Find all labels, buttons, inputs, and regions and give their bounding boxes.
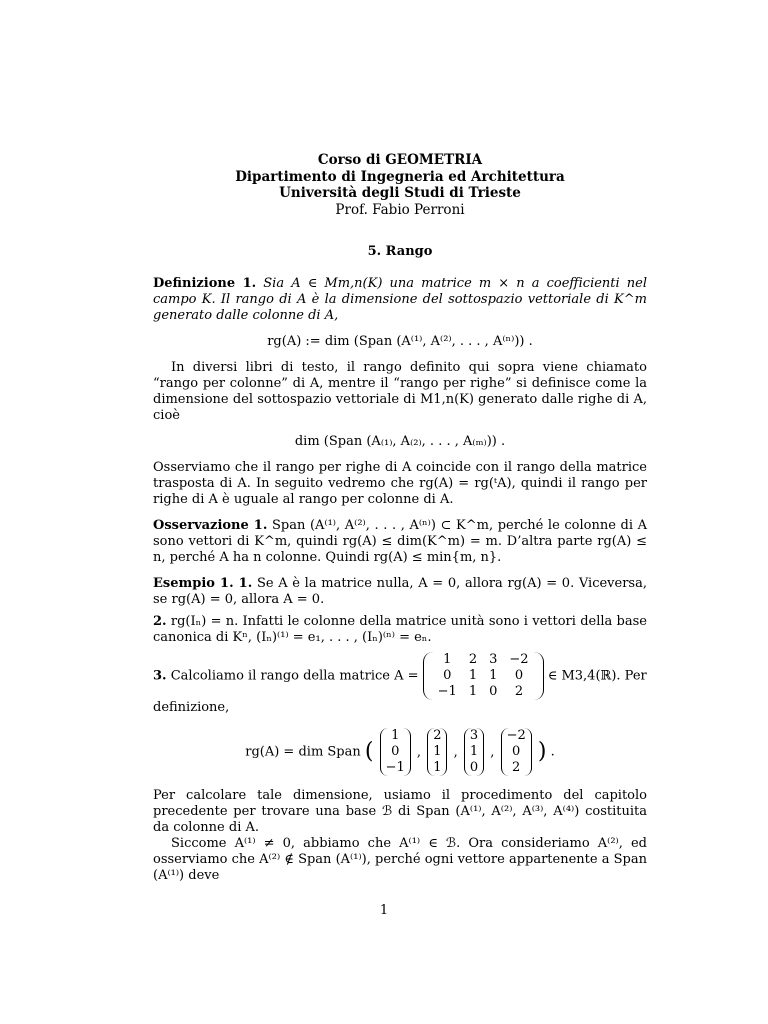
example-label: Esempio 1. 1. xyxy=(153,576,253,591)
paragraph-rows: In diversi libri di testo, il rango definito qui sopra viene chiamato “rango per colonne” di A, mentre il “rango per righe” si definisce come la dimensione del sottospazio vettoriale di M1,n(K) generato dalle righe di A, cioè xyxy=(153,360,647,423)
column-vector xyxy=(464,728,484,776)
equation-span-pre: rg(A) = dim Span xyxy=(245,744,361,760)
equation-span xyxy=(153,728,647,776)
example-3-post: ∈ M3,4(ℝ). Per xyxy=(547,668,647,684)
matrix-cell: −2 xyxy=(509,652,529,667)
observation-label: Osservazione 1. xyxy=(153,518,268,533)
example-2-text: rg(Iₙ) = n. Infatti le colonne della matrice unità sono i vettori della base canonica di Kⁿ, (Iₙ)⁽¹⁾ = e₁, . . . , (Iₙ)⁽ⁿ⁾ = eₙ. xyxy=(153,614,647,645)
definition-label: Definizione 1. xyxy=(153,276,257,291)
vector-entry: 1 xyxy=(391,728,400,743)
matrix-row xyxy=(432,668,535,684)
definition-1 xyxy=(153,276,647,324)
matrix-A xyxy=(423,652,544,700)
vector-entry: 2 xyxy=(512,760,521,775)
example-2 xyxy=(153,614,647,646)
matrix-cell: 3 xyxy=(489,652,498,667)
matrix-cell: 2 xyxy=(468,652,478,667)
matrix-row xyxy=(432,684,535,700)
vector-entry: 3 xyxy=(469,728,479,743)
matrix-cell: 0 xyxy=(443,668,452,683)
vector-entry: 0 xyxy=(512,744,521,759)
comma: , xyxy=(449,744,462,760)
page-number: 1 xyxy=(379,903,389,918)
equation-rank: rg(A) := dim (Span (A⁽¹⁾, A⁽²⁾, . . . , A⁽ⁿ⁾)) . xyxy=(267,334,533,349)
column-vectors xyxy=(378,728,534,775)
department: Dipartimento di Ingegneria ed Architettura xyxy=(235,168,565,185)
example-3-pre: Calcoliamo il rango della matrice A = xyxy=(170,668,419,684)
vector-entry: 1 xyxy=(469,744,479,759)
comma: , xyxy=(412,744,426,760)
section-title: 5. Rango xyxy=(367,244,433,259)
comma: , xyxy=(486,744,499,760)
example-2-label: 2. xyxy=(153,614,167,629)
column-vector xyxy=(427,728,447,776)
example-3-after: definizione, xyxy=(153,700,230,715)
paragraph-transpose: Osserviamo che il rango per righe di A coincide con il rango della matrice trasposta di A. In seguito vedremo che rg(A) = rg(ᵗA), quindi il rango per righe di A è uguale al rango per colonne di A. xyxy=(153,460,647,507)
paragraph-siccome: Siccome A⁽¹⁾ ≠ 0, abbiamo che A⁽¹⁾ ∈ ℬ. Ora consideriamo A⁽²⁾, ed osserviamo che A⁽²⁾ ∉ Span (A⁽¹⁾), perché ogni vettore appartenente a Span (A⁽¹⁾) deve xyxy=(153,836,647,883)
university: Università degli Studi di Trieste xyxy=(279,185,521,201)
column-vector xyxy=(380,728,411,776)
vector-entry: 0 xyxy=(391,744,400,759)
paragraph-basis: Per calcolare tale dimensione, usiamo il procedimento del capitolo precedente per trovare una base ℬ di Span (A⁽¹⁾, A⁽²⁾, A⁽³⁾, A⁽⁴⁾) costituita da colonne di A. xyxy=(153,788,647,835)
document-page xyxy=(153,152,647,884)
vector-entry: 1 xyxy=(433,744,442,759)
column-vector xyxy=(501,728,532,776)
equation-row-rank: dim (Span (A₍₁₎, A₍₂₎, . . . , A₍ₘ₎)) . xyxy=(294,434,506,449)
vector-entry: 0 xyxy=(469,760,479,775)
vector-entry: −1 xyxy=(385,760,405,775)
paren-open: ( xyxy=(364,739,374,764)
example-3 xyxy=(153,652,647,716)
professor: Prof. Fabio Perroni xyxy=(335,201,465,218)
vector-entry: −2 xyxy=(506,728,526,743)
example-3-label: 3. xyxy=(153,668,167,684)
matrix-cell: 1 xyxy=(468,684,478,699)
matrix-row xyxy=(432,652,535,668)
observation-text: Span (A⁽¹⁾, A⁽²⁾, . . . , A⁽ⁿ⁾) ⊂ K^m, perché le colonne di A sono vettori di K^m, quindi rg(A) ≤ dim(K^m) = m. D’altra parte rg(A) ≤ n, perché A ha n colonne. Quindi rg(A) ≤ min{m, n}. xyxy=(153,518,648,565)
example-1 xyxy=(153,576,647,608)
vector-entry: 1 xyxy=(433,760,442,775)
equation-span-post: . xyxy=(550,744,555,760)
matrix-cell: 2 xyxy=(514,684,524,699)
course-title: Corso di GEOMETRIA xyxy=(317,152,483,168)
matrix-cell: 0 xyxy=(514,668,524,683)
matrix-cell: 0 xyxy=(489,684,498,699)
matrix-table xyxy=(432,652,535,700)
example-1-text: Se A è la matrice nulla, A = 0, allora rg(A) = 0. Viceversa, se rg(A) = 0, allora A = 0. xyxy=(153,576,647,607)
matrix-cell: −1 xyxy=(437,684,457,699)
definition-text: Sia A ∈ Mm,n(K) una matrice m × n a coefficienti nel campo K. Il rango di A è la dimensione del sottospazio vettoriale di K^m generato dalle colonne di A, xyxy=(153,276,647,323)
vector-entry: 2 xyxy=(433,728,442,743)
paren-close: ) xyxy=(537,739,547,764)
matrix-cell: 1 xyxy=(489,668,498,683)
matrix-cell: 1 xyxy=(443,652,452,667)
observation-1 xyxy=(153,518,647,566)
matrix-cell: 1 xyxy=(468,668,478,683)
